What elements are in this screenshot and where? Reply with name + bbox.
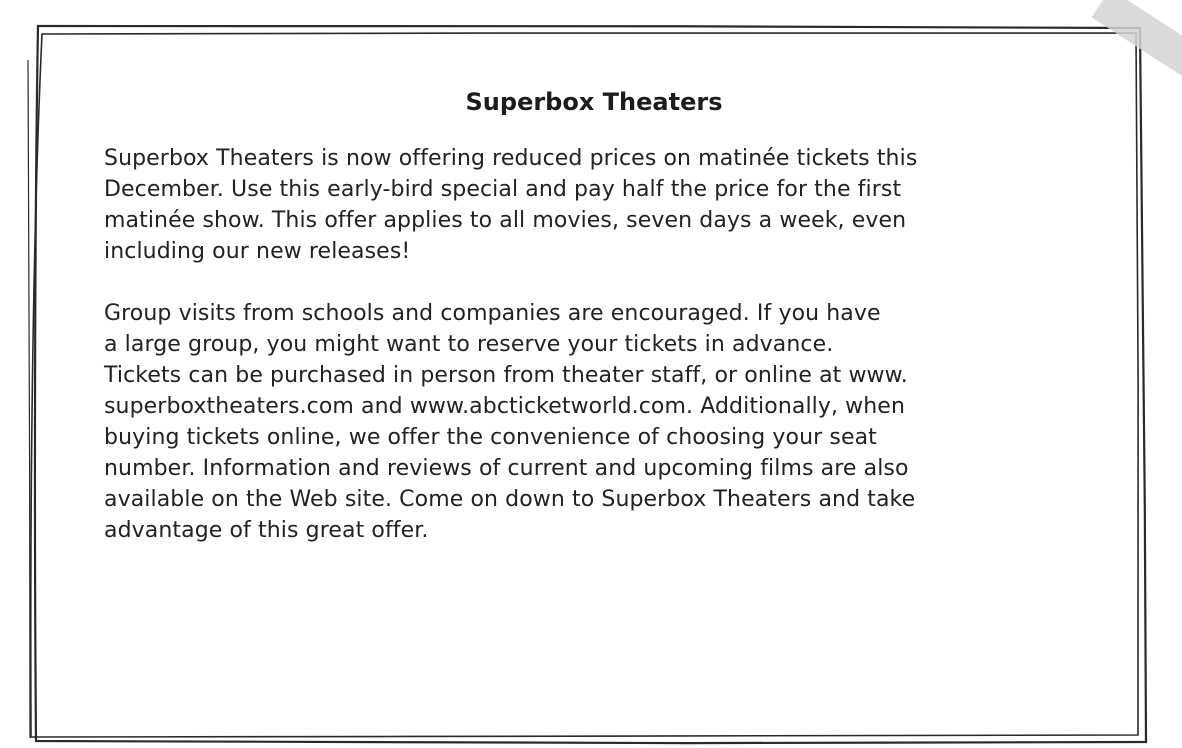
group-visits-paragraph: Group visits from schools and companies are encouraged. If you have a large group, you might want to reserve your tickets in advance. Tickets can be purchased in person from theater staff, or online at www. superboxtheaters.com and www.abcticketworld.com. Additionally, when buying tickets online, we offer the convenience of choosing your seat number. Information and reviews of current and upcoming films are also available on the Web site. Come on down to Superbox Theaters and take advantage of this great offer. (104, 301, 916, 543)
offer-paragraph: Superbox Theaters is now offering reduced prices on matinée tickets this December. Use this early-bird special and pay half the price for the first matinée show. This offer applies to all movies, seven days a week, even including our new releases! (104, 146, 918, 264)
notice-content (104, 80, 1084, 546)
notice-title: Superbox Theaters (465, 88, 723, 116)
frame-stroke-accent (28, 60, 30, 738)
